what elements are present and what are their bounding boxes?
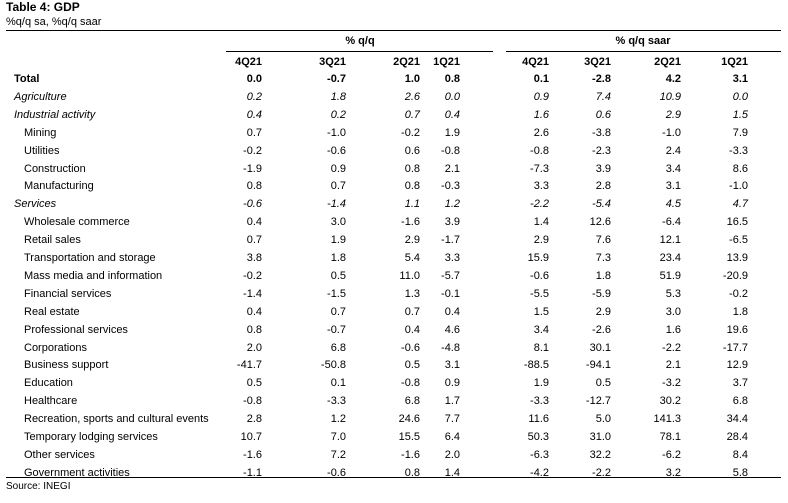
table-row [0,70,788,88]
cell-saar: -5.9 [592,287,611,300]
cell-qq: 3.8 [246,252,262,264]
cell-saar: 34.4 [726,413,748,426]
cell-saar: -0.8 [530,144,549,157]
cell-qq: 1.3 [404,287,420,300]
table-subtitle: %q/q sa, %q/q saar [6,16,102,28]
cell-saar: 7.3 [595,252,611,264]
cell-qq: -50.8 [320,359,346,372]
cell-saar: 50.3 [527,431,549,443]
cell-qq: 2.6 [404,90,420,103]
row-label: Retail sales [24,234,81,247]
cell-saar: 4.5 [665,198,681,211]
table-row [0,213,788,231]
cell-saar: 8.6 [732,162,748,175]
cell-saar: 0.5 [595,377,611,390]
table-row [0,339,788,357]
group-rule-qq [226,51,493,52]
group-header-qq: % q/q [345,35,375,47]
cell-qq: 11.0 [399,269,420,282]
row-label: Mining [24,126,57,139]
row-label: Agriculture [14,90,67,103]
cell-qq: 0.2 [330,108,346,121]
cell-saar: 0.9 [533,90,549,103]
row-label: Services [14,198,57,211]
cell-qq: 0.8 [404,162,420,175]
cell-saar: -2.2 [530,198,549,211]
cell-qq: 1.2 [444,198,460,211]
group-rule-saar [506,51,781,52]
cell-saar: 4.2 [665,73,681,85]
cell-qq: -0.7 [327,73,346,85]
cell-saar: 0.1 [533,73,549,85]
cell-saar: 23.4 [659,252,681,264]
cell-saar: 3.2 [665,466,681,479]
cell-saar: 3.4 [665,162,681,175]
cell-qq: 0.7 [246,234,262,247]
table-row [0,177,788,195]
cell-saar: 3.4 [533,323,549,336]
cell-qq: -0.2 [243,269,262,282]
cell-qq: 2.8 [246,413,262,426]
cell-qq: -1.1 [243,466,262,479]
cell-qq: 7.7 [444,413,460,426]
cell-qq: 0.6 [404,144,420,157]
row-label: Education [24,377,73,390]
table-row [0,392,788,410]
cell-qq: 6.4 [444,431,460,443]
cell-saar: -6.5 [729,234,748,247]
cell-qq: 0.5 [330,269,346,282]
cell-qq: 0.9 [330,162,346,175]
cell-qq: -1.6 [401,216,420,229]
cell-saar: 30.2 [659,395,681,408]
cell-saar: 2.8 [595,180,611,193]
row-label: Construction [24,162,86,175]
cell-qq: 0.4 [246,305,262,318]
row-label: Mass media and information [24,269,163,282]
cell-qq: 5.4 [404,252,420,264]
table-row [0,356,788,374]
cell-qq: 0.2 [246,90,262,103]
cell-saar: 3.7 [732,377,748,390]
cell-qq: 6.8 [330,341,346,354]
cell-saar: -0.6 [530,269,549,282]
cell-saar: -0.2 [729,287,748,300]
cell-qq: 0.5 [404,359,420,372]
cell-saar: -5.5 [530,287,549,300]
cell-qq: 0.4 [404,323,420,336]
table-row [0,428,788,446]
cell-saar: 2.9 [533,234,549,247]
cell-saar: 1.6 [533,108,549,121]
row-label: Other services [24,448,95,461]
cell-saar: 11.6 [528,413,549,426]
cell-qq: 1.8 [330,252,346,264]
cell-saar: -17.7 [722,341,748,354]
bottom-rule [6,477,781,478]
table-title: Table 4: GDP [6,0,80,14]
cell-qq: -4.8 [441,341,460,354]
cell-saar: 78.1 [659,431,681,443]
row-label: Total [14,73,40,85]
cell-saar: 3.1 [665,180,681,193]
cell-saar: 3.0 [665,305,681,318]
cell-saar: 8.4 [732,448,748,461]
cell-saar: 1.5 [732,108,748,121]
cell-saar: -1.0 [662,126,681,139]
cell-saar: 2.9 [595,305,611,318]
cell-qq: 0.7 [404,108,420,121]
cell-qq: -1.4 [327,198,346,211]
table-row [0,267,788,285]
cell-qq: 6.8 [404,395,420,408]
cell-saar: -2.8 [592,73,611,85]
table-row [0,374,788,392]
cell-qq: 0.7 [246,126,262,139]
row-label: Business support [24,359,109,372]
cell-saar: -4.2 [530,466,549,479]
cell-qq: 0.8 [404,180,420,193]
table-row [0,285,788,303]
row-label: Healthcare [24,395,78,408]
cell-qq: 1.9 [330,234,346,247]
cell-qq: 15.5 [398,431,420,443]
cell-qq: -0.8 [243,395,262,408]
cell-qq: 4.6 [444,323,460,336]
cell-saar: 1.4 [533,216,549,229]
cell-qq: 0.4 [246,108,262,121]
table-row [0,160,788,178]
cell-saar: -2.2 [592,466,611,479]
cell-qq: -1.5 [327,287,346,300]
cell-saar: 1.9 [533,377,549,390]
cell-saar: -12.7 [585,395,611,408]
column-header-saar-3q21: 3Q21 [584,56,611,68]
cell-saar: -5.4 [592,198,611,211]
cell-qq: 3.1 [444,359,460,372]
cell-qq: 24.6 [398,413,420,426]
cell-saar: 13.9 [726,252,748,264]
cell-qq: 7.0 [330,431,346,443]
cell-qq: -1.9 [243,162,262,175]
cell-qq: 1.7 [444,395,460,408]
cell-qq: -1.7 [441,234,460,247]
cell-saar: 2.9 [665,108,681,121]
cell-qq: 0.7 [404,305,420,318]
cell-qq: 0.7 [330,305,346,318]
cell-saar: 0.6 [595,108,611,121]
cell-qq: 0.0 [444,90,460,103]
cell-saar: -7.3 [530,162,549,175]
cell-saar: 12.6 [589,216,611,229]
cell-qq: -0.6 [327,466,346,479]
cell-saar: 6.8 [732,395,748,408]
cell-qq: -1.4 [243,287,262,300]
row-label: Utilities [24,144,60,157]
cell-qq: -0.2 [401,126,420,139]
cell-saar: 5.0 [595,413,611,426]
row-label: Wholesale commerce [24,216,130,229]
cell-qq: -0.6 [401,341,420,354]
cell-saar: 5.8 [732,466,748,479]
cell-saar: -88.5 [523,359,549,372]
cell-qq: 0.7 [330,180,346,193]
cell-qq: 1.2 [330,413,346,426]
cell-saar: 8.1 [533,341,549,354]
cell-qq: -3.3 [327,395,346,408]
cell-qq: -5.7 [441,269,460,282]
cell-qq: 1.1 [404,198,420,211]
cell-saar: 32.2 [589,448,611,461]
table-row [0,321,788,339]
cell-saar: 1.8 [595,269,611,282]
cell-saar: 3.9 [595,162,611,175]
cell-qq: 3.9 [444,216,460,229]
cell-qq: 1.0 [404,73,420,85]
cell-saar: 5.3 [665,287,681,300]
column-header-saar-4q21: 4Q21 [522,56,549,68]
cell-saar: -3.3 [530,395,549,408]
cell-saar: 51.9 [659,269,681,282]
cell-qq: -0.3 [441,180,460,193]
group-header-saar: % q/q saar [615,35,671,47]
cell-qq: 0.8 [444,73,460,85]
cell-qq: 0.8 [246,180,262,193]
table-row [0,106,788,124]
cell-qq: 1.9 [444,126,460,139]
cell-saar: 1.6 [665,323,681,336]
cell-qq: 1.4 [444,466,460,479]
row-label: Real estate [24,305,80,318]
cell-saar: 2.4 [665,144,681,157]
cell-qq: 2.1 [444,162,460,175]
cell-qq: 0.8 [404,466,420,479]
cell-qq: 7.2 [330,448,346,461]
row-label: Recreation, sports and cultural events [24,413,209,426]
table-row [0,464,788,482]
cell-qq: -1.6 [243,448,262,461]
cell-qq: 2.0 [246,341,262,354]
cell-saar: 31.0 [589,431,611,443]
cell-saar: 10.9 [659,90,681,103]
cell-saar: 1.8 [732,305,748,318]
cell-saar: 141.3 [653,413,681,426]
cell-qq: 2.9 [404,234,420,247]
column-header-saar-1q21: 1Q21 [721,56,748,68]
cell-saar: -2.6 [592,323,611,336]
cell-qq: 0.0 [246,73,262,85]
table-row [0,142,788,160]
column-header-qq-2q21: 2Q21 [393,56,420,68]
cell-qq: 10.7 [240,431,262,443]
column-header-saar-2q21: 2Q21 [654,56,681,68]
cell-qq: 3.0 [330,216,346,229]
cell-saar: 3.3 [533,180,549,193]
cell-saar: -6.2 [662,448,681,461]
table-row [0,195,788,213]
table-row [0,88,788,106]
row-label: Manufacturing [24,180,94,193]
cell-qq: -1.6 [401,448,420,461]
cell-qq: 0.4 [444,305,460,318]
cell-saar: -2.3 [592,144,611,157]
table-row [0,446,788,464]
cell-saar: -94.1 [585,359,611,372]
cell-qq: 3.3 [444,252,460,264]
cell-saar: 2.6 [533,126,549,139]
row-label: Professional services [24,323,128,336]
column-header-qq-1q21: 1Q21 [433,56,460,68]
table-row [0,249,788,267]
cell-qq: -0.7 [327,323,346,336]
cell-qq: 0.5 [246,377,262,390]
row-label: Corporations [24,341,87,354]
top-rule [6,30,781,31]
cell-qq: 1.8 [330,90,346,103]
column-header-qq-3q21: 3Q21 [319,56,346,68]
cell-saar: 28.4 [726,431,748,443]
cell-saar: -3.3 [729,144,748,157]
cell-saar: 15.9 [527,252,549,264]
cell-qq: -1.0 [327,126,346,139]
cell-qq: 0.4 [444,108,460,121]
cell-qq: 0.4 [246,216,262,229]
cell-saar: 1.5 [533,305,549,318]
cell-saar: -1.0 [729,180,748,193]
table-row [0,231,788,249]
cell-qq: -41.7 [236,359,262,372]
cell-saar: -6.4 [662,216,681,229]
cell-qq: -0.6 [243,198,262,211]
source-note: Source: INEGI [6,481,71,492]
cell-saar: 7.6 [595,234,611,247]
column-header-qq-4q21: 4Q21 [235,56,262,68]
cell-saar: -20.9 [722,269,748,282]
row-label: Financial services [24,287,112,300]
cell-qq: -0.2 [243,144,262,157]
cell-saar: -2.2 [662,341,681,354]
cell-saar: 3.1 [732,73,748,85]
cell-saar: -3.8 [592,126,611,139]
cell-qq: 0.9 [444,377,460,390]
cell-saar: 30.1 [589,341,611,354]
row-label: Government activities [24,466,130,479]
cell-saar: 12.9 [726,359,748,372]
cell-qq: 2.0 [444,448,460,461]
table-row [0,410,788,428]
cell-qq: 0.8 [246,323,262,336]
row-label: Industrial activity [14,108,96,121]
cell-saar: 4.7 [732,198,748,211]
table-row [0,303,788,321]
cell-qq: -0.6 [327,144,346,157]
cell-saar: 0.0 [732,90,748,103]
row-label: Transportation and storage [24,252,156,264]
cell-qq: 0.1 [330,377,346,390]
table-row [0,124,788,142]
cell-saar: -3.2 [662,377,681,390]
cell-saar: 7.4 [595,90,611,103]
cell-saar: 12.1 [659,234,681,247]
cell-qq: -0.1 [441,287,460,300]
cell-saar: -6.3 [530,448,549,461]
cell-saar: 19.6 [726,323,748,336]
cell-saar: 16.5 [726,216,748,229]
row-label: Temporary lodging services [24,431,158,443]
cell-qq: -0.8 [441,144,460,157]
cell-qq: -0.8 [401,377,420,390]
cell-saar: 7.9 [732,126,748,139]
cell-saar: 2.1 [665,359,681,372]
